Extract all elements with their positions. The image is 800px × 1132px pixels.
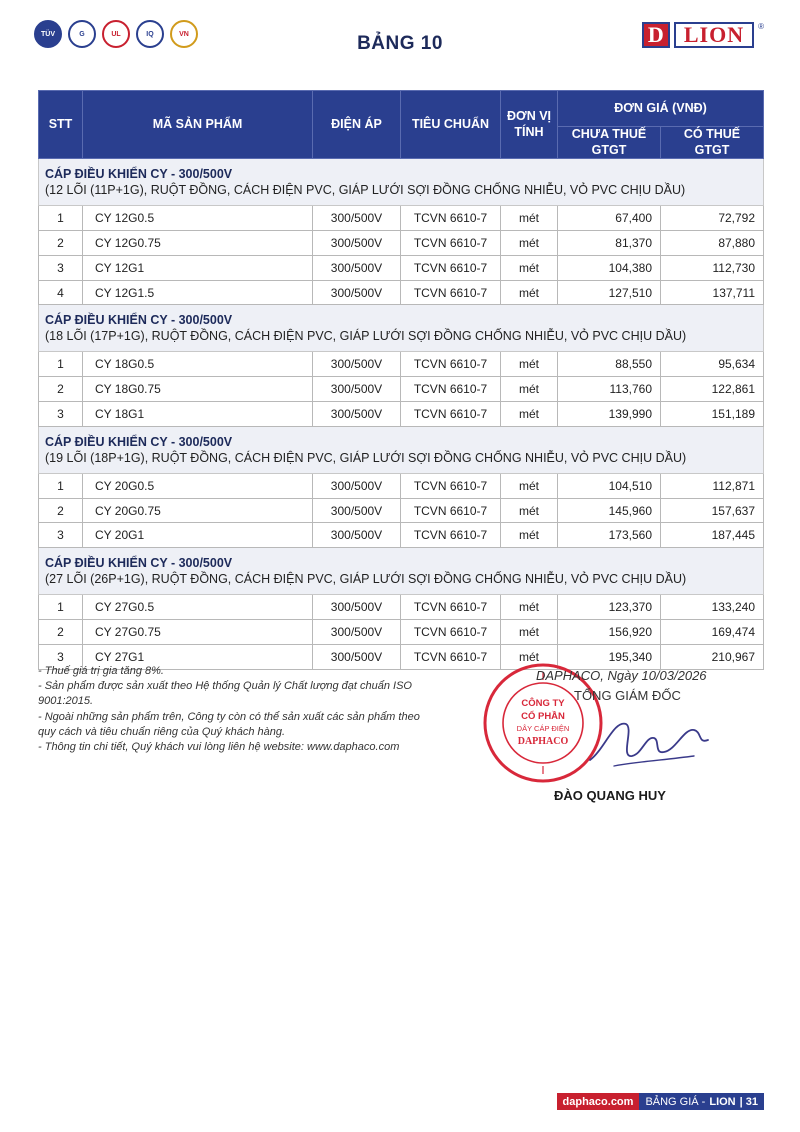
group-description: (19 LÕI (18P+1G), RUỘT ĐỒNG, CÁCH ĐIỆN PVC, GIÁP LƯỚI SỢI ĐỒNG CHỐNG NHIỄU, VỎ PVC CHỊU DẦU) — [45, 450, 687, 465]
cell-product-code: CY 27G0.5 — [83, 595, 313, 620]
cell-unit: mét — [501, 595, 558, 620]
cell-voltage: 300/500V — [313, 377, 401, 402]
page-title: BẢNG 10 — [357, 33, 443, 54]
group-description: (12 LÕI (11P+1G), RUỘT ĐỒNG, CÁCH ĐIỆN PVC, GIÁP LƯỚI SỢI ĐỒNG CHỐNG NHIỄU, VỎ PVC CHỊU DẦU) — [45, 183, 686, 198]
group-header-row — [39, 548, 764, 595]
group-header-row — [39, 159, 764, 206]
cell-standard: TCVN 6610-7 — [401, 206, 501, 231]
footer-brand: LION — [709, 1095, 736, 1108]
cell-standard: TCVN 6610-7 — [401, 523, 501, 548]
signature-date: DAPHACO, Ngày 10/03/2026 — [536, 668, 707, 683]
cell-voltage: 300/500V — [313, 620, 401, 645]
cell-standard: TCVN 6610-7 — [401, 644, 501, 669]
cell-price-incl-vat: 87,880 — [661, 231, 764, 256]
cell-stt: 2 — [39, 231, 83, 256]
cell-voltage: 300/500V — [313, 523, 401, 548]
cell-standard: TCVN 6610-7 — [401, 280, 501, 305]
header-product-code: MÃ SẢN PHẨM — [83, 91, 313, 159]
group-title: CÁP ĐIỀU KHIỂN CY - 300/500V — [45, 434, 233, 449]
cell-unit: mét — [501, 206, 558, 231]
cell-price-excl-vat: 113,760 — [558, 377, 661, 402]
cell-price-excl-vat: 123,370 — [558, 595, 661, 620]
cell-product-code: CY 27G1 — [83, 644, 313, 669]
cell-standard: TCVN 6610-7 — [401, 498, 501, 523]
cell-stt: 1 — [39, 352, 83, 377]
group-header-cell — [39, 159, 764, 206]
price-table — [38, 90, 764, 670]
stamp-line: DÂY CÁP ĐIỆN — [516, 724, 570, 733]
cell-voltage: 300/500V — [313, 473, 401, 498]
price-table-container — [38, 90, 763, 670]
cell-stt: 4 — [39, 280, 83, 305]
cell-price-excl-vat: 139,990 — [558, 402, 661, 427]
cell-stt: 1 — [39, 206, 83, 231]
cell-product-code: CY 18G0.5 — [83, 352, 313, 377]
cell-standard: TCVN 6610-7 — [401, 620, 501, 645]
cell-standard: TCVN 6610-7 — [401, 402, 501, 427]
cell-price-excl-vat: 156,920 — [558, 620, 661, 645]
badge-label: VN — [179, 30, 189, 38]
handwritten-signature-icon — [584, 710, 714, 780]
table-row — [39, 377, 764, 402]
cell-voltage: 300/500V — [313, 402, 401, 427]
note-vat: - Thuế giá trị gia tăng 8%. — [38, 665, 164, 677]
cell-price-excl-vat: 104,380 — [558, 255, 661, 280]
header-voltage: ĐIỆN ÁP — [313, 91, 401, 159]
logo-text: LION — [674, 22, 754, 48]
stamp-line: CỔ PHẦN — [521, 711, 565, 722]
signature-role: TỔNG GIÁM ĐỐC — [574, 688, 681, 703]
table-body — [39, 159, 764, 669]
notes — [38, 664, 438, 755]
group-header-row — [39, 305, 764, 352]
cell-price-incl-vat: 187,445 — [661, 523, 764, 548]
table-row — [39, 523, 764, 548]
cell-price-excl-vat: 195,340 — [558, 644, 661, 669]
cell-standard: TCVN 6610-7 — [401, 377, 501, 402]
table-row — [39, 620, 764, 645]
table-row — [39, 231, 764, 256]
header-standard: TIÊU CHUẨN — [401, 91, 501, 159]
logo-mark-icon: D — [642, 22, 670, 48]
cell-product-code: CY 12G1 — [83, 255, 313, 280]
cell-price-excl-vat: 81,370 — [558, 231, 661, 256]
cell-standard: TCVN 6610-7 — [401, 352, 501, 377]
cell-price-excl-vat: 173,560 — [558, 523, 661, 548]
group-header-cell — [39, 548, 764, 595]
cell-unit: mét — [501, 644, 558, 669]
cell-voltage: 300/500V — [313, 206, 401, 231]
table-row — [39, 402, 764, 427]
group-title: CÁP ĐIỀU KHIỂN CY - 300/500V — [45, 556, 233, 571]
cell-price-incl-vat: 137,711 — [661, 280, 764, 305]
stamp-line: DAPHACO — [517, 736, 569, 747]
cell-price-incl-vat: 122,861 — [661, 377, 764, 402]
header-stt: STT — [39, 91, 83, 159]
cell-price-incl-vat: 133,240 — [661, 595, 764, 620]
cell-stt: 2 — [39, 498, 83, 523]
note-iso: - Sản phẩm được sản xuất theo Hệ thống Quản lý Chất lượng đạt chuẩn ISO 9001:2015. — [38, 680, 412, 708]
cell-standard: TCVN 6610-7 — [401, 231, 501, 256]
cell-voltage: 300/500V — [313, 595, 401, 620]
cell-stt: 3 — [39, 523, 83, 548]
cell-voltage: 300/500V — [313, 231, 401, 256]
header-unit: ĐƠN VỊ TÍNH — [501, 91, 558, 159]
cell-price-incl-vat: 169,474 — [661, 620, 764, 645]
group-description: (18 LÕI (17P+1G), RUỘT ĐỒNG, CÁCH ĐIỆN PVC, GIÁP LƯỚI SỢI ĐỒNG CHỐNG NHIỄU, VỎ PVC CHỊU DẦU) — [45, 329, 687, 344]
cell-unit: mét — [501, 523, 558, 548]
cell-product-code: CY 18G1 — [83, 402, 313, 427]
signature-name: ĐÀO QUANG HUY — [554, 788, 666, 803]
group-header-cell — [39, 426, 764, 473]
page-footer — [557, 1093, 764, 1110]
cell-voltage: 300/500V — [313, 280, 401, 305]
cell-price-incl-vat: 157,637 — [661, 498, 764, 523]
cell-product-code: CY 12G0.5 — [83, 206, 313, 231]
stamp-line: CÔNG TY — [521, 698, 565, 709]
cell-price-excl-vat: 127,510 — [558, 280, 661, 305]
cell-stt: 3 — [39, 402, 83, 427]
cell-voltage: 300/500V — [313, 352, 401, 377]
cell-voltage: 300/500V — [313, 255, 401, 280]
cell-voltage: 300/500V — [313, 644, 401, 669]
cell-unit: mét — [501, 377, 558, 402]
group-header-row — [39, 426, 764, 473]
badge-label: IQ — [146, 30, 154, 38]
cell-unit: mét — [501, 280, 558, 305]
header-unit-price: ĐƠN GIÁ (VNĐ) — [558, 91, 764, 127]
table-row — [39, 473, 764, 498]
cell-product-code: CY 18G0.75 — [83, 377, 313, 402]
cell-product-code: CY 12G1.5 — [83, 280, 313, 305]
cell-voltage: 300/500V — [313, 498, 401, 523]
cell-stt: 3 — [39, 255, 83, 280]
cell-unit: mét — [501, 498, 558, 523]
table-row — [39, 352, 764, 377]
cell-price-incl-vat: 72,792 — [661, 206, 764, 231]
cell-price-incl-vat: 210,967 — [661, 644, 764, 669]
cell-price-excl-vat: 145,960 — [558, 498, 661, 523]
lion-logo — [642, 22, 764, 48]
badge-label: TÜV — [41, 30, 55, 38]
cell-product-code: CY 20G0.5 — [83, 473, 313, 498]
cell-unit: mét — [501, 620, 558, 645]
cell-product-code: CY 20G1 — [83, 523, 313, 548]
cell-unit: mét — [501, 255, 558, 280]
badge-label: UL — [111, 30, 121, 38]
cell-standard: TCVN 6610-7 — [401, 473, 501, 498]
note-website: - Thông tin chi tiết, Quý khách vui lòng liên hệ website: www.daphaco.com — [38, 740, 400, 753]
group-title: CÁP ĐIỀU KHIỂN CY - 300/500V — [45, 313, 233, 328]
table-row — [39, 498, 764, 523]
cell-product-code: CY 12G0.75 — [83, 231, 313, 256]
table-row — [39, 595, 764, 620]
group-title: CÁP ĐIỀU KHIỂN CY - 300/500V — [45, 167, 233, 182]
header-price-excl-vat: CHƯA THUẾ GTGT — [558, 127, 661, 159]
registered-mark: ® — [758, 22, 764, 31]
note-custom: - Ngoài những sản phẩm trên, Công ty còn có thể sản xuất các sản phẩm theo quy cách và tiêu chuẩn riêng của Quý khách hàng. — [38, 710, 420, 738]
cell-price-excl-vat: 67,400 — [558, 206, 661, 231]
footer-info — [639, 1093, 764, 1110]
cell-stt: 2 — [39, 377, 83, 402]
cell-unit: mét — [501, 402, 558, 427]
cell-stt: 3 — [39, 644, 83, 669]
footer-label: BẢNG GIÁ - — [645, 1095, 706, 1108]
table-row — [39, 280, 764, 305]
cell-price-incl-vat: 95,634 — [661, 352, 764, 377]
cell-price-incl-vat: 112,730 — [661, 255, 764, 280]
cell-price-excl-vat: 88,550 — [558, 352, 661, 377]
cell-stt: 1 — [39, 473, 83, 498]
table-row — [39, 206, 764, 231]
cell-stt: 1 — [39, 595, 83, 620]
table-row — [39, 255, 764, 280]
cell-product-code: CY 20G0.75 — [83, 498, 313, 523]
cell-price-incl-vat: 112,871 — [661, 473, 764, 498]
footer-website: daphaco.com — [557, 1093, 640, 1110]
badge-label: G — [79, 30, 85, 38]
cell-product-code: CY 27G0.75 — [83, 620, 313, 645]
page-number: | 31 — [739, 1095, 758, 1108]
cell-price-incl-vat: 151,189 — [661, 402, 764, 427]
header-price-incl-vat: CÓ THUẾ GTGT — [661, 127, 764, 159]
cell-unit: mét — [501, 473, 558, 498]
cell-price-excl-vat: 104,510 — [558, 473, 661, 498]
cell-standard: TCVN 6610-7 — [401, 595, 501, 620]
group-description: (27 LÕI (26P+1G), RUỘT ĐỒNG, CÁCH ĐIỆN PVC, GIÁP LƯỚI SỢI ĐỒNG CHỐNG NHIỄU, VỎ PVC CHỊU DẦU) — [45, 572, 687, 587]
group-header-cell — [39, 305, 764, 352]
cell-standard: TCVN 6610-7 — [401, 255, 501, 280]
cell-stt: 2 — [39, 620, 83, 645]
cell-unit: mét — [501, 352, 558, 377]
cell-unit: mét — [501, 231, 558, 256]
